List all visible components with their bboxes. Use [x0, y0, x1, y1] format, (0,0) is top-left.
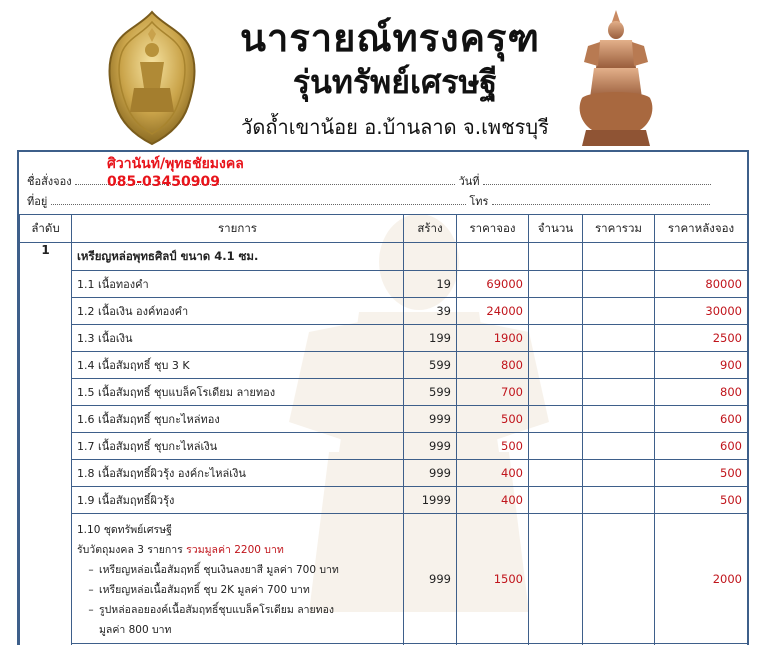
table-header-row [20, 215, 748, 243]
table-row [20, 460, 748, 487]
item-name: 1.3 เนื้อเงิน [72, 325, 404, 352]
col-after-price: ราคาหลังจอง [655, 215, 748, 243]
item-total[interactable] [583, 433, 655, 460]
orderer-info [19, 152, 747, 212]
item-created: 599 [404, 352, 457, 379]
table-row [20, 433, 748, 460]
item-qty[interactable] [529, 460, 583, 487]
item-price: 1900 [457, 325, 529, 352]
item-total[interactable] [583, 406, 655, 433]
address-label: ที่อยู่ [27, 195, 48, 208]
orderer-phone-handwritten: 085-03450909 [107, 174, 220, 190]
item-total[interactable] [583, 487, 655, 514]
item-created: 39 [404, 298, 457, 325]
set-intro-highlight: รวมมูลค่า 2200 บาท [186, 544, 284, 556]
item-price: 500 [457, 433, 529, 460]
item-created: 999 [404, 406, 457, 433]
item-name: 1.7 เนื้อสัมฤทธิ์ ชุบกะไหล่เงิน [72, 433, 404, 460]
table-row [20, 379, 748, 406]
item-qty[interactable] [529, 298, 583, 325]
item-created: 999 [404, 433, 457, 460]
col-total: ราคารวม [583, 215, 655, 243]
item-qty[interactable] [529, 352, 583, 379]
bronze-statue-icon [570, 6, 662, 148]
empty-cell [529, 243, 583, 271]
item-total[interactable] [583, 379, 655, 406]
col-index: ลำดับ [20, 215, 72, 243]
set-created: 999 [404, 514, 457, 644]
item-after-price: 800 [655, 379, 748, 406]
item-created: 599 [404, 379, 457, 406]
item-name: 1.8 เนื้อสัมฤทธิ์ผิวรุ้ง องค์กะไหล่เงิน [72, 460, 404, 487]
item-price: 400 [457, 460, 529, 487]
item-qty[interactable] [529, 379, 583, 406]
item-qty[interactable] [529, 487, 583, 514]
set-item-text: เหรียญหล่อเนื้อสัมฤทธิ์ ชุบเงินลงยาสี มูลค่า 700 บาท [99, 564, 339, 576]
orderer-label: ชื่อสั่งจอง [27, 175, 72, 188]
col-qty: จำนวน [529, 215, 583, 243]
item-total[interactable] [583, 298, 655, 325]
item-total[interactable] [583, 325, 655, 352]
item-qty[interactable] [529, 325, 583, 352]
col-created: สร้าง [404, 215, 457, 243]
gold-amulet-icon [104, 8, 200, 148]
group-title: เหรียญหล่อพุทธศิลป์ ขนาด 4.1 ซม. [72, 243, 404, 271]
item-created: 19 [404, 271, 457, 298]
date-field[interactable] [483, 174, 711, 185]
item-after-price: 30000 [655, 298, 748, 325]
table-row [20, 487, 748, 514]
item-price: 24000 [457, 298, 529, 325]
item-price: 400 [457, 487, 529, 514]
item-after-price: 600 [655, 433, 748, 460]
phone-label: โทร [469, 195, 489, 208]
empty-cell [655, 243, 748, 271]
item-name: 1.1 เนื้อทองคำ [72, 271, 404, 298]
item-name: 1.6 เนื้อสัมฤทธิ์ ชุบกะไหล่ทอง [72, 406, 404, 433]
col-item: รายการ [72, 215, 404, 243]
item-price: 69000 [457, 271, 529, 298]
orderer-name-handwritten: ศิวานันท์/พุทธชัยมงคล [107, 156, 244, 172]
item-name: 1.2 เนื้อเงิน องค์ทองคำ [72, 298, 404, 325]
group-index: 1 [20, 243, 72, 645]
item-price: 500 [457, 406, 529, 433]
item-created: 999 [404, 460, 457, 487]
temple-address: วัดถ้ำเขาน้อย อ.บ้านลาด จ.เพชรบุรี [241, 115, 549, 139]
item-after-price: 80000 [655, 271, 748, 298]
item-name: 1.5 เนื้อสัมฤทธิ์ ชุบแบล็คโรเดียม ลายทอง [72, 379, 404, 406]
col-price: ราคาจอง [457, 215, 529, 243]
item-total[interactable] [583, 460, 655, 487]
table-row [20, 325, 748, 352]
item-price: 800 [457, 352, 529, 379]
item-qty[interactable] [529, 271, 583, 298]
item-qty[interactable] [529, 406, 583, 433]
empty-cell [583, 243, 655, 271]
set-item-text: รูปหล่อลอยองค์เนื้อสัมฤทธิ์ชุบแบล็คโรเดียม ลายทอง [99, 604, 335, 616]
empty-cell [404, 243, 457, 271]
item-name: 1.4 เนื้อสัมฤทธิ์ ชุบ 3 K [72, 352, 404, 379]
set-title: 1.10 ชุดทรัพย์เศรษฐี [77, 524, 172, 536]
set-row [20, 514, 748, 644]
item-after-price: 500 [655, 460, 748, 487]
item-after-price: 2500 [655, 325, 748, 352]
item-name: 1.9 เนื้อสัมฤทธิ์ผิวรุ้ง [72, 487, 404, 514]
set-item: – รูปหล่อลอยองค์เนื้อสัมฤทธิ์ชุบแบล็คโรเดียม ลายทอง [88, 604, 335, 616]
item-after-price: 600 [655, 406, 748, 433]
set-total[interactable] [583, 514, 655, 644]
header [0, 0, 770, 150]
item-price: 700 [457, 379, 529, 406]
item-after-price: 500 [655, 487, 748, 514]
table-row [20, 406, 748, 433]
table-row [20, 271, 748, 298]
item-created: 199 [404, 325, 457, 352]
date-label: วันที่ [458, 175, 480, 188]
title-main: นารายณ์ทรงครุฑ [240, 15, 540, 60]
price-table [19, 214, 748, 645]
set-item-text: เหรียญหล่อเนื้อสัมฤทธิ์ ชุบ 2K มูลค่า 700 บาท [99, 584, 310, 596]
set-description [72, 514, 404, 644]
set-intro: รับวัตถุมงคล 3 รายการ [77, 544, 183, 556]
address-field[interactable] [51, 194, 466, 205]
set-last-line: มูลค่า 800 บาท [99, 624, 172, 636]
group-row [20, 243, 748, 271]
set-price: 1500 [457, 514, 529, 644]
set-intro-line [77, 540, 398, 560]
order-form [17, 150, 749, 645]
set-qty[interactable] [529, 514, 583, 644]
empty-cell [457, 243, 529, 271]
item-total[interactable] [583, 271, 655, 298]
item-after-price: 900 [655, 352, 748, 379]
title-sub: รุ่นทรัพย์เศรษฐี [292, 63, 498, 101]
set-item: – เหรียญหล่อเนื้อสัมฤทธิ์ ชุบ 2K มูลค่า 700 บาท [88, 584, 310, 596]
item-total[interactable] [583, 352, 655, 379]
item-created: 1999 [404, 487, 457, 514]
address-row [27, 192, 739, 208]
set-after-price: 2000 [655, 514, 748, 644]
table-row [20, 352, 748, 379]
set-item: – เหรียญหล่อเนื้อสัมฤทธิ์ ชุบเงินลงยาสี มูลค่า 700 บาท [88, 564, 339, 576]
phone-field[interactable] [492, 194, 710, 205]
item-qty[interactable] [529, 433, 583, 460]
table-row [20, 298, 748, 325]
